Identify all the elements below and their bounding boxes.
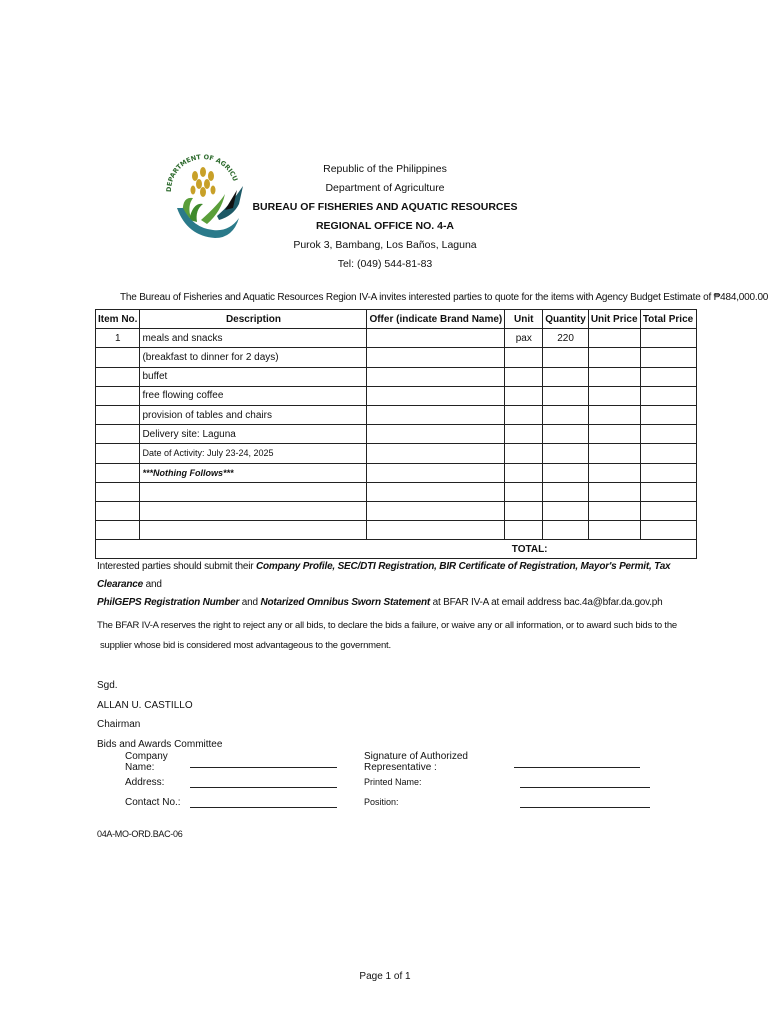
description-cell: [140, 482, 367, 501]
unit-price-cell[interactable]: [588, 425, 640, 444]
logo-seal-text: DEPARTMENT OF AGRICU: [164, 153, 240, 193]
total-row: [96, 540, 697, 559]
offer-cell[interactable]: [367, 482, 505, 501]
unit-price-cell[interactable]: [588, 463, 640, 482]
total-price-cell[interactable]: [640, 463, 696, 482]
col-header-unit: Unit: [505, 310, 543, 329]
requirements-paragraph: [97, 558, 717, 612]
item-no-cell: [96, 405, 140, 424]
form-code: 04A-MO-ORD.BAC-06: [97, 829, 183, 839]
nothing-follows-cell: ***Nothing Follows***: [140, 463, 367, 482]
representative-form: [364, 752, 650, 812]
description-cell: provision of tables and chairs: [140, 405, 367, 424]
offer-cell[interactable]: [367, 425, 505, 444]
table-row: [96, 463, 697, 482]
reservation-paragraph: [97, 616, 717, 656]
table-row: [96, 425, 697, 444]
requirements-prefix: Interested parties should submit their: [97, 561, 254, 572]
address-field[interactable]: [190, 777, 337, 788]
table-row: [96, 386, 697, 405]
address-label: Address:: [125, 776, 165, 788]
table-row: [96, 367, 697, 386]
table-row: [96, 501, 697, 520]
total-price-cell[interactable]: [640, 367, 696, 386]
header-department: Department of Agriculture: [325, 182, 445, 194]
col-header-total-price: Total Price: [640, 310, 696, 329]
requirements-and-1: and: [145, 579, 162, 590]
unit-cell: [505, 463, 543, 482]
unit-price-cell[interactable]: [588, 501, 640, 520]
table-row: [96, 482, 697, 501]
total-price-cell[interactable]: [640, 348, 696, 367]
reservation-line-2: supplier whose bid is considered most advantageous to the government.: [100, 640, 391, 651]
description-cell: free flowing coffee: [140, 386, 367, 405]
unit-price-cell[interactable]: [588, 367, 640, 386]
total-price-cell[interactable]: [640, 386, 696, 405]
quantity-cell: 220: [543, 329, 589, 348]
quantity-cell: [543, 482, 589, 501]
total-price-cell[interactable]: [640, 405, 696, 424]
signature-label: Signature of Authorized Representative :: [364, 751, 468, 773]
total-price-cell[interactable]: [640, 501, 696, 520]
company-name-label: Company Name:: [125, 751, 168, 773]
offer-cell[interactable]: [367, 501, 505, 520]
requirements-docs-2: PhilGEPS Registration Number: [97, 597, 240, 608]
department-of-agriculture-logo: [163, 146, 245, 246]
company-name-field[interactable]: [190, 757, 337, 768]
offer-cell[interactable]: [367, 521, 505, 540]
table-header-row: [96, 310, 697, 329]
header-telephone: Tel: (049) 544-81-83: [337, 258, 433, 270]
description-cell: Date of Activity: July 23-24, 2025: [140, 444, 367, 463]
quantity-cell: [543, 348, 589, 367]
header-republic: Republic of the Philippines: [323, 163, 447, 175]
unit-cell: pax: [505, 329, 543, 348]
contact-no-field[interactable]: [190, 797, 337, 808]
table-row: [96, 405, 697, 424]
page-number: Page 1 of 1: [359, 971, 411, 982]
quantity-cell: [543, 405, 589, 424]
unit-cell: [505, 482, 543, 501]
offer-cell[interactable]: [367, 348, 505, 367]
total-price-cell[interactable]: [640, 444, 696, 463]
quantity-cell: [543, 386, 589, 405]
item-no-cell: [96, 463, 140, 482]
requirements-docs-1: Company Profile, SEC/DTI Registration, BIR Certificate of Registration, Mayor's Permit, Tax Clearance: [97, 561, 671, 590]
unit-price-cell[interactable]: [588, 444, 640, 463]
item-no-cell: [96, 425, 140, 444]
unit-cell: [505, 425, 543, 444]
quantity-cell: [543, 501, 589, 520]
unit-cell: [505, 501, 543, 520]
unit-cell: [505, 444, 543, 463]
item-no-cell: 1: [96, 329, 140, 348]
quantity-cell: [543, 444, 589, 463]
header-regional-office: REGIONAL OFFICE NO. 4-A: [315, 220, 455, 232]
unit-cell: [505, 386, 543, 405]
table-row: [96, 521, 697, 540]
signatory-name: ALLAN U. CASTILLO: [97, 699, 193, 711]
header-bureau: BUREAU OF FISHERIES AND AQUATIC RESOURCES: [252, 201, 518, 213]
offer-cell[interactable]: [367, 367, 505, 386]
item-no-cell: [96, 501, 140, 520]
unit-cell: [505, 367, 543, 386]
printed-name-field[interactable]: [520, 777, 650, 788]
col-header-unit-price: Unit Price: [588, 310, 640, 329]
total-price-cell[interactable]: [640, 329, 696, 348]
offer-cell[interactable]: [367, 405, 505, 424]
item-no-cell: [96, 348, 140, 367]
col-header-offer: Offer (indicate Brand Name): [367, 310, 505, 329]
unit-price-cell[interactable]: [588, 348, 640, 367]
requirements-and-2: and: [241, 597, 258, 608]
unit-price-cell[interactable]: [588, 386, 640, 405]
description-cell: (breakfast to dinner for 2 days): [140, 348, 367, 367]
total-price-cell[interactable]: [640, 425, 696, 444]
signatory-sgd: Sgd.: [97, 680, 118, 691]
table-row: [96, 329, 697, 348]
total-price-cell[interactable]: [640, 521, 696, 540]
header-address: Purok 3, Bambang, Los Baños, Laguna: [293, 239, 477, 251]
reservation-line-1: The BFAR IV-A reserves the right to reject any or all bids, to declare the bids a failure, or waive any or all information, or to award such bids to the: [97, 620, 678, 631]
invitation-text: The Bureau of Fisheries and Aquatic Resources Region IV-A invites interested parties to quote for the items with Agency Budget Estimate of ₱484,000.00: [120, 292, 769, 303]
printed-name-label: Printed Name:: [364, 777, 422, 787]
total-label: TOTAL:: [96, 540, 697, 559]
letterhead: [250, 160, 520, 274]
table-row: [96, 348, 697, 367]
item-no-cell: [96, 482, 140, 501]
item-no-cell: [96, 521, 140, 540]
requirements-suffix: at BFAR IV-A at email address bac.4a@bfar.da.gov.ph: [432, 597, 663, 608]
col-header-quantity: Quantity: [543, 310, 589, 329]
unit-cell: [505, 521, 543, 540]
unit-cell: [505, 405, 543, 424]
unit-price-cell[interactable]: [588, 329, 640, 348]
signatory-block: [97, 676, 222, 754]
offer-cell[interactable]: [367, 386, 505, 405]
signature-field[interactable]: [514, 757, 640, 768]
description-cell: [140, 501, 367, 520]
quantity-cell: [543, 463, 589, 482]
description-cell: buffet: [140, 367, 367, 386]
offer-cell[interactable]: [367, 329, 505, 348]
offer-cell[interactable]: [367, 463, 505, 482]
unit-price-cell[interactable]: [588, 482, 640, 501]
table-row: [96, 444, 697, 463]
description-cell: meals and snacks: [140, 329, 367, 348]
signatory-title: Chairman: [97, 719, 141, 730]
description-cell: [140, 521, 367, 540]
position-label: Position:: [364, 797, 399, 807]
unit-price-cell[interactable]: [588, 405, 640, 424]
item-no-cell: [96, 386, 140, 405]
position-field[interactable]: [520, 797, 650, 808]
unit-price-cell[interactable]: [588, 521, 640, 540]
total-price-cell[interactable]: [640, 482, 696, 501]
col-header-description: Description: [140, 310, 367, 329]
quantity-cell: [543, 521, 589, 540]
col-header-item-no: Item No.: [96, 310, 140, 329]
item-no-cell: [96, 444, 140, 463]
quantity-cell: [543, 425, 589, 444]
contact-no-label: Contact No.:: [125, 796, 181, 808]
items-table: [95, 309, 697, 559]
signatory-committee: Bids and Awards Committee: [97, 738, 223, 750]
item-no-cell: [96, 367, 140, 386]
requirements-docs-3: Notarized Omnibus Sworn Statement: [260, 597, 431, 608]
unit-cell: [505, 348, 543, 367]
offer-cell[interactable]: [367, 444, 505, 463]
description-cell: Delivery site: Laguna: [140, 425, 367, 444]
quantity-cell: [543, 367, 589, 386]
bidder-info-form: [125, 752, 337, 812]
